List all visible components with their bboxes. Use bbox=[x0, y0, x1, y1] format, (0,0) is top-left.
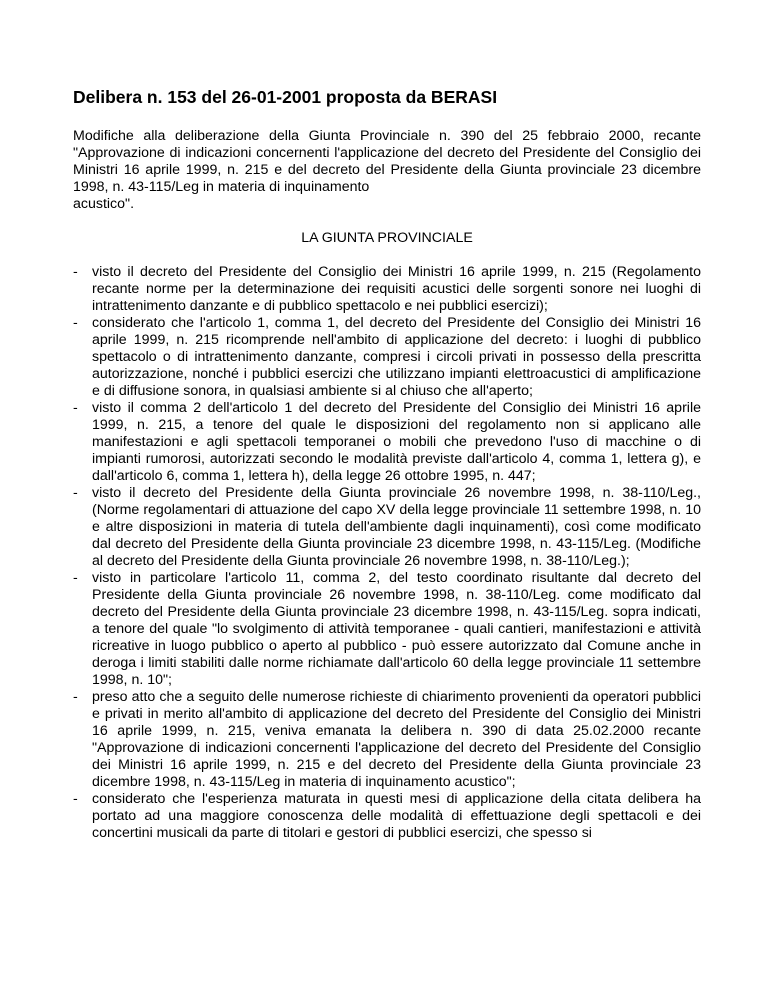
intro-paragraph-end: acustico". bbox=[73, 196, 135, 212]
list-item-text: visto il decreto del Presidente del Consiglio dei Ministri 16 aprile 1999, n. 215 (Regolamento recante norme per la determinazione dei requisiti acustici delle sorgenti sonore nei luoghi di intrattenimento danzante e di pubblico spettacolo e nei pubblici esercizi); bbox=[92, 264, 701, 314]
bullet-dash: - bbox=[73, 689, 78, 705]
list-item bbox=[73, 264, 701, 315]
list-item-text: visto in particolare l'articolo 11, comma 2, del testo coordinato risultante dal decreto del Presidente della Giunta provinciale 26 novembre 1998, n. 38-110/Leg. come modificato dal decreto del Presidente della Giunta provinciale 23 dicembre 1998, n. 43-115/Leg. sopra indicati, a tenore del quale "lo svolgimento di attività temporanee - quali cantieri, manifestazioni e attività ricreative in luogo pubblico o aperto al pubblico - può essere autorizzato dal Comune anche in deroga i limiti stabiliti dalle norme richiamate dall'articolo 60 della legge provinciale 11 settembre 1998, n. 10"; bbox=[92, 570, 701, 688]
intro-paragraph: Modifiche alla deliberazione della Giunta Provinciale n. 390 del 25 febbraio 2000, recante "Approvazione di indicazioni concernenti l'applicazione del decreto del Presidente del Consiglio dei Ministri 16 aprile 1999, n. 215 e del decreto del Presidente della Giunta provinciale 23 dicembre 1998, n. 43-115/Leg in materia di inquinamento bbox=[73, 128, 701, 195]
list-item-text: visto il comma 2 dell'articolo 1 del decreto del Presidente del Consiglio dei Ministri 16 aprile 1999, n. 215, a tenore del quale le disposizioni del regolamento non si applicano alle manifestazioni e agli spettacoli temporanei o mobili che prevedono l'uso di macchine o di impianti rumorosi, autorizzati secondo le modalità previste dall'articolo 4, comma 1, lettera g), e dall'articolo 6, comma 1, lettera h), della legge 26 ottobre 1995, n. 447; bbox=[92, 400, 701, 484]
bullet-dash: - bbox=[73, 791, 78, 807]
bullet-dash: - bbox=[73, 315, 78, 331]
section-heading: LA GIUNTA PROVINCIALE bbox=[301, 230, 473, 246]
list-item bbox=[73, 791, 701, 842]
list-item bbox=[73, 570, 701, 689]
bullet-dash: - bbox=[73, 400, 78, 416]
list-item-text: considerato che l'esperienza maturata in questi mesi di applicazione della citata delibera ha portato ad una maggiore conoscenza delle modalità di effettuazione degli spettacoli e dei concertini musicali da parte di titolari e gestori di pubblici esercizi, che spesso si bbox=[92, 791, 701, 841]
document-page bbox=[73, 86, 701, 842]
list-item bbox=[73, 485, 701, 570]
list-item bbox=[73, 689, 701, 791]
list-item-text: considerato che l'articolo 1, comma 1, del decreto del Presidente del Consiglio dei Ministri 16 aprile 1999, n. 215 ricomprende nell'ambito di applicazione del decreto: i luoghi di pubblico spettacolo o di intrattenimento danzante, compresi i circoli privati in possesso della prescritta autorizzazione, nonché i pubblici esercizi che utilizzano impianti elettroacustici di amplificazione e di diffusione sonora, in qualsiasi ambiente si al chiuso che all'aperto; bbox=[92, 315, 701, 399]
bullet-dash: - bbox=[73, 570, 78, 586]
list-item-text: preso atto che a seguito delle numerose richieste di chiarimento provenienti da operatori pubblici e privati in merito all'ambito di applicazione del decreto del Presidente del Consiglio dei Ministri 16 aprile 1999, n. 215, veniva emanata la delibera n. 390 di data 25.02.2000 recante "Approvazione di indicazioni concernenti l'applicazione del decreto del Presidente del Consiglio dei Ministri 16 aprile 1999, n. 215 e del decreto del Presidente della Giunta provinciale 23 dicembre 1998, n. 43-115/Leg in materia di inquinamento acustico"; bbox=[92, 689, 701, 790]
list-item bbox=[73, 400, 701, 485]
document-title: Delibera n. 153 del 26-01-2001 proposta da BERASI bbox=[73, 87, 498, 107]
considerations-list bbox=[73, 264, 701, 842]
list-item-text: visto il decreto del Presidente della Giunta provinciale 26 novembre 1998, n. 38-110/Leg., (Norme regolamentari di attuazione del capo XV della legge provinciale 11 settembre 1998, n. 10 e altre disposizioni in materia di tutela dell'ambiente dagli inquinamenti), così come modificato dal decreto del Presidente della Giunta provinciale 23 dicembre 1998, n. 43-115/Leg. (Modifiche al decreto del Presidente della Giunta provinciale 26 novembre 1998, n. 38-110/Leg.); bbox=[92, 485, 701, 569]
list-item bbox=[73, 315, 701, 400]
bullet-dash: - bbox=[73, 485, 78, 501]
bullet-dash: - bbox=[73, 264, 78, 280]
